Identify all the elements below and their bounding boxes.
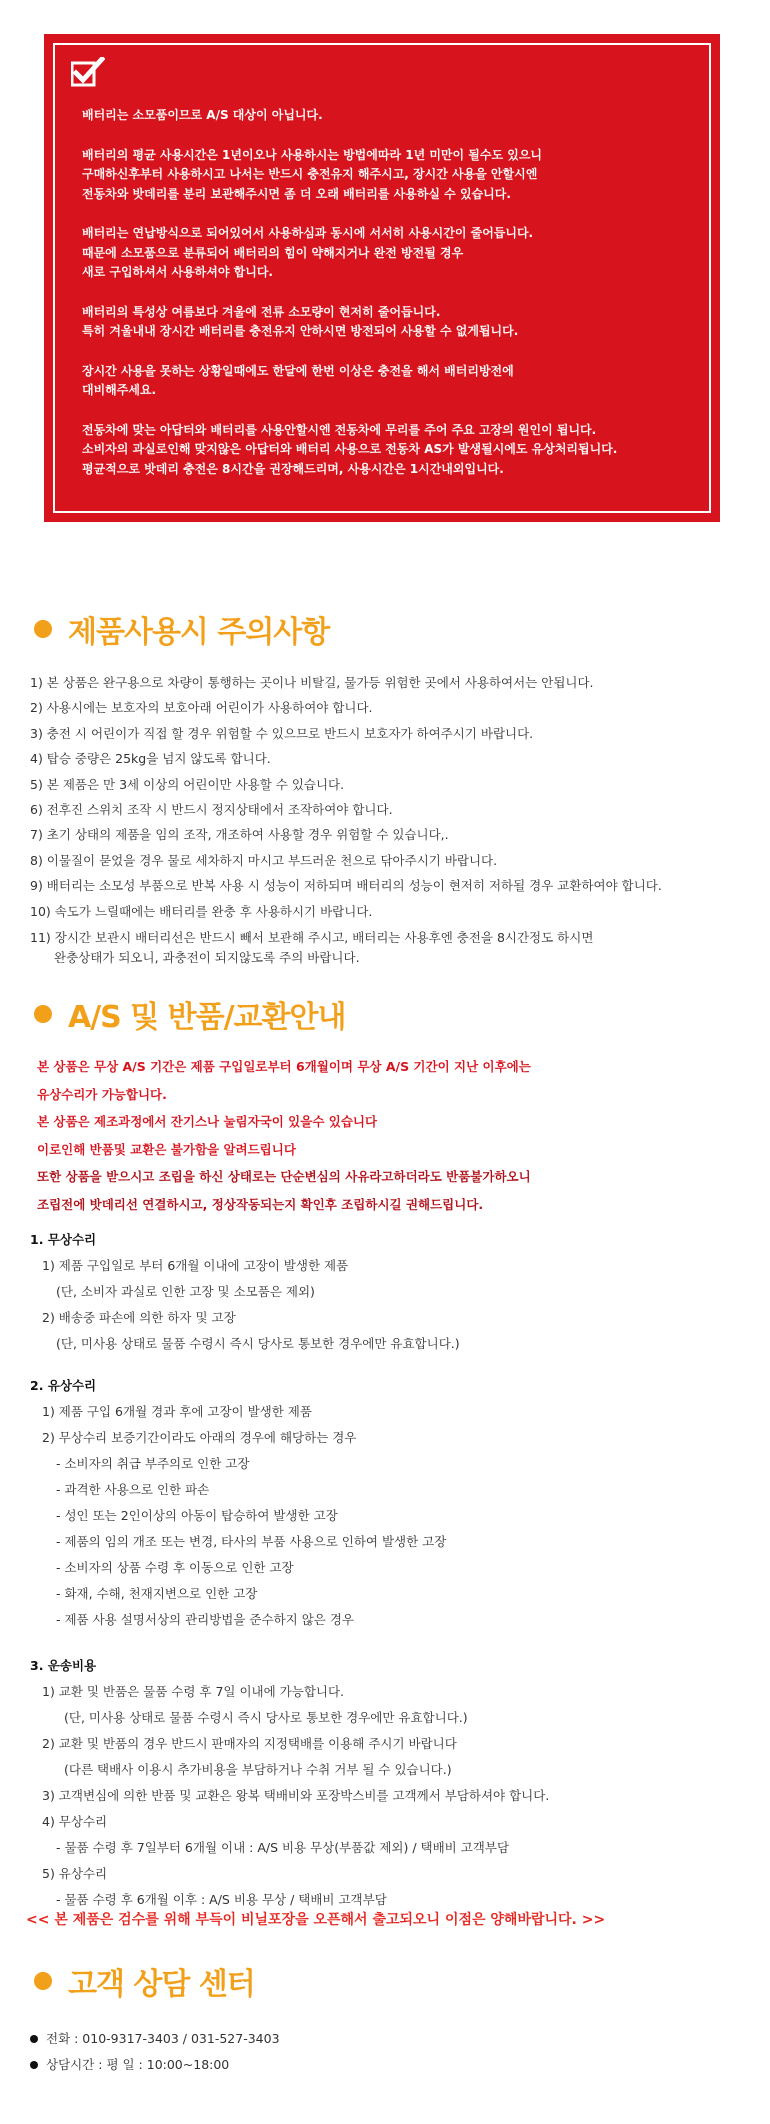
- caution-title: 제품사용시 주의사항: [68, 615, 330, 650]
- orange-dot-icon: [34, 620, 52, 638]
- notice-paragraph: 배터리는 연납방식으로 되어있어서 사용하심과 동시에 서서히 사용시간이 줄어듭니다. 때문에 소모품으로 분류되어 배터리의 힘이 약해지거나 완전 방전될 경우 새로 구입하셔서 사용하셔야 합니다.: [82, 226, 534, 279]
- list-item: - 제품의 임의 개조 또는 변경, 타사의 부품 사용으로 인하여 발생한 고장: [56, 1534, 447, 1549]
- list-item: - 소비자의 상품 수령 후 이동으로 인한 고장: [56, 1560, 294, 1575]
- list-item: - 화재, 수해, 천재지변으로 인한 고장: [56, 1586, 258, 1601]
- list-item: 3) 고객변심에 의한 반품 및 교환은 왕복 택배비와 포장박스비를 고객께서 부담하셔야 합니다.: [42, 1788, 550, 1803]
- caution-section-header: [34, 609, 329, 649]
- notice-line: 조립전에 밧데리선 연결하시고, 정상작동되는지 확인후 조립하시길 권해드립니다.: [37, 1196, 484, 1212]
- section-subtitle: 2. 유상수리: [30, 1378, 97, 1393]
- list-item: 4) 탑승 중량은 25kg을 넘지 않도록 합니다.: [30, 751, 271, 767]
- shipping-section: [30, 1653, 750, 1913]
- notice-line: 본 상품은 무상 A/S 기간은 제품 구입일로부터 6개월이며 무상 A/S 기간이 지난 이후에는: [37, 1059, 531, 1074]
- contact-info: [30, 2026, 730, 2078]
- customer-center-title: 고객 상담 센터: [68, 1967, 255, 2002]
- as-title: A/S 및 반품/교환안내: [68, 1000, 346, 1035]
- checkbox-check-icon: [71, 57, 105, 87]
- list-item: 9) 배터리는 소모성 부품으로 반복 사용 시 성능이 저하되며 배터리의 성능이 현저히 저하될 경우 교환하여야 합니다.: [30, 878, 662, 894]
- list-item: (다른 택배사 이용시 추가비용을 부담하거나 수취 거부 될 수 있습니다.): [64, 1762, 452, 1777]
- list-item: 8) 이물질이 묻었을 경우 물로 세차하지 마시고 부드러운 천으로 닦아주시기 바랍니다.: [30, 852, 498, 868]
- notice-paragraph: 배터리는 소모품이므로 A/S 대상이 아닙니다.: [82, 108, 323, 122]
- list-item: 2) 배송중 파손에 의한 하자 및 고장: [42, 1310, 236, 1325]
- list-item-continued: 완충상태가 되오니, 과충전이 되지않도록 주의 바랍니다.: [54, 949, 360, 965]
- as-section-header: [34, 994, 346, 1034]
- list-item: 6) 전후진 스위치 조작 시 반드시 정지상태에서 조작하여야 합니다.: [30, 801, 393, 817]
- notice-text: [82, 106, 702, 499]
- list-item: - 물품 수령 후 7일부터 6개월 이내 : A/S 비용 무상(부품값 제외) / 택배비 고객부담: [56, 1840, 510, 1855]
- hours-row: [30, 2052, 730, 2078]
- as-red-notice: [37, 1053, 727, 1219]
- paid-repair-section: [30, 1373, 750, 1633]
- list-item: (단, 미사용 상태로 물품 수령시 즉시 당사로 통보한 경우에만 유효합니다.): [64, 1710, 468, 1725]
- notice-paragraph: 배터리의 특성상 여름보다 겨울에 전류 소모량이 현저히 줄어듭니다. 특히 겨울내내 장시간 배터리를 충전유지 안하시면 방전되어 사용할 수 없게됩니다.: [82, 304, 519, 338]
- phone-row: [30, 2026, 730, 2052]
- list-item: 3) 충전 시 어린이가 직접 할 경우 위험할 수 있으므로 반드시 보호자가 하여주시기 바랍니다.: [30, 725, 534, 741]
- list-item: 2) 교환 및 반품의 경우 반드시 판매자의 지정택배를 이용해 주시기 바랍니다: [42, 1736, 457, 1751]
- section-subtitle: 3. 운송비용: [30, 1658, 97, 1673]
- list-item: - 물품 수령 후 6개월 이후 : A/S 비용 무상 / 택배비 고객부담: [56, 1892, 387, 1907]
- battery-notice-box: [44, 34, 720, 522]
- customer-center-header: [34, 1961, 255, 2001]
- notice-line: 본 상품은 제조과정에서 잔기스나 눌림자국이 있을수 있습니다: [37, 1114, 378, 1130]
- notice-paragraph: 장시간 사용을 못하는 상황일때에도 한달에 한번 이상은 충전을 해서 배터리방전에 대비해주세요.: [82, 363, 514, 397]
- list-item: - 과격한 사용으로 인한 파손: [56, 1482, 210, 1497]
- list-item: 2) 사용시에는 보호자의 보호아래 어린이가 사용하여야 합니다.: [30, 700, 373, 716]
- section-subtitle: 1. 무상수리: [30, 1232, 97, 1247]
- list-item: 5) 본 제품은 만 3세 이상의 어린이만 사용할 수 있습니다.: [30, 776, 345, 792]
- list-item: 1) 제품 구입 6개월 경과 후에 고장이 발생한 제품: [42, 1404, 312, 1419]
- list-item: 5) 유상수리: [42, 1866, 108, 1881]
- caution-list: [30, 670, 730, 968]
- orange-dot-icon: [34, 1972, 52, 1990]
- list-item: (단, 소비자 과실로 인한 고장 및 소모품은 제외): [56, 1284, 315, 1299]
- list-item: 1) 교환 및 반품은 물품 수령 후 7일 이내에 가능합니다.: [42, 1684, 345, 1699]
- bullet-icon: [30, 2035, 38, 2043]
- list-item: 11) 장시간 보관시 배터리선은 반드시 빼서 보관해 주시고, 배터리는 사용후엔 충전을 8시간정도 하시면: [30, 929, 594, 945]
- list-item: (단, 미사용 상태로 물품 수령시 즉시 당사로 통보한 경우에만 유효합니다.): [56, 1336, 460, 1351]
- packaging-note: << 본 제품은 검수를 위해 부득이 비닐포장을 오픈해서 출고되오니 이점은 양해바랍니다. >>: [26, 1912, 606, 1928]
- notice-line: 유상수리가 가능합니다.: [37, 1086, 167, 1102]
- list-item: 1) 제품 구입일로 부터 6개월 이내에 고장이 발생한 제품: [42, 1258, 349, 1273]
- bullet-icon: [30, 2061, 38, 2069]
- free-repair-section: [30, 1227, 750, 1357]
- list-item: - 제품 사용 설명서상의 관리방법을 준수하지 않은 경우: [56, 1612, 354, 1627]
- list-item: 1) 본 상품은 완구용으로 차량이 통행하는 곳이나 비탈길, 물가등 위험한 곳에서 사용하여서는 안됩니다.: [30, 675, 594, 690]
- notice-paragraph: 전동차에 맞는 아답터와 배터리를 사용안할시엔 전동차에 무리를 주어 주요 고장의 원인이 됩니다. 소비자의 과실로인해 맞지않은 아답터와 배터리 사용으로 전동차 AS가 발생될시에도 유상처리됩니다. 평균적으로 밧데리 충전은 8시간을 권장해드리며, 사용시간은 1시간내외입니다.: [82, 422, 618, 476]
- list-item: 7) 초기 상태의 제품을 임의 조작, 개조하여 사용할 경우 위험할 수 있습니다,.: [30, 827, 449, 843]
- orange-dot-icon: [34, 1005, 52, 1023]
- notice-line: 또한 상품을 받으시고 조립을 하신 상태로는 단순변심의 사유라고하더라도 반품불가하오니: [37, 1169, 531, 1185]
- phone-text: 전화 : 010-9317-3403 / 031-527-3403: [46, 2031, 280, 2046]
- list-item: 4) 무상수리: [42, 1814, 108, 1829]
- list-item: - 소비자의 취급 부주의로 인한 고장: [56, 1456, 250, 1471]
- list-item: 10) 속도가 느릴때에는 배터리를 완충 후 사용하시기 바랍니다.: [30, 903, 373, 919]
- notice-paragraph: 배터리의 평균 사용시간은 1년이오나 사용하시는 방법에따라 1년 미만이 될수도 있으니 구매하신후부터 사용하시고 나서는 반드시 충전유지 해주시고, 장시간 사용을 안할시엔 전동차와 밧데리를 분리 보관해주시면 좀 더 오래 배터리를 사용하실 수 있습니다.: [82, 147, 543, 201]
- list-item: - 성인 또는 2인이상의 아동이 탑승하여 발생한 고장: [56, 1508, 338, 1523]
- notice-line: 이로인해 반품및 교환은 불가함을 알려드립니다: [37, 1141, 296, 1157]
- hours-text: 상담시간 : 평 일 : 10:00~18:00: [46, 2057, 230, 2072]
- list-item: 2) 무상수리 보증기간이라도 아래의 경우에 해당하는 경우: [42, 1430, 357, 1445]
